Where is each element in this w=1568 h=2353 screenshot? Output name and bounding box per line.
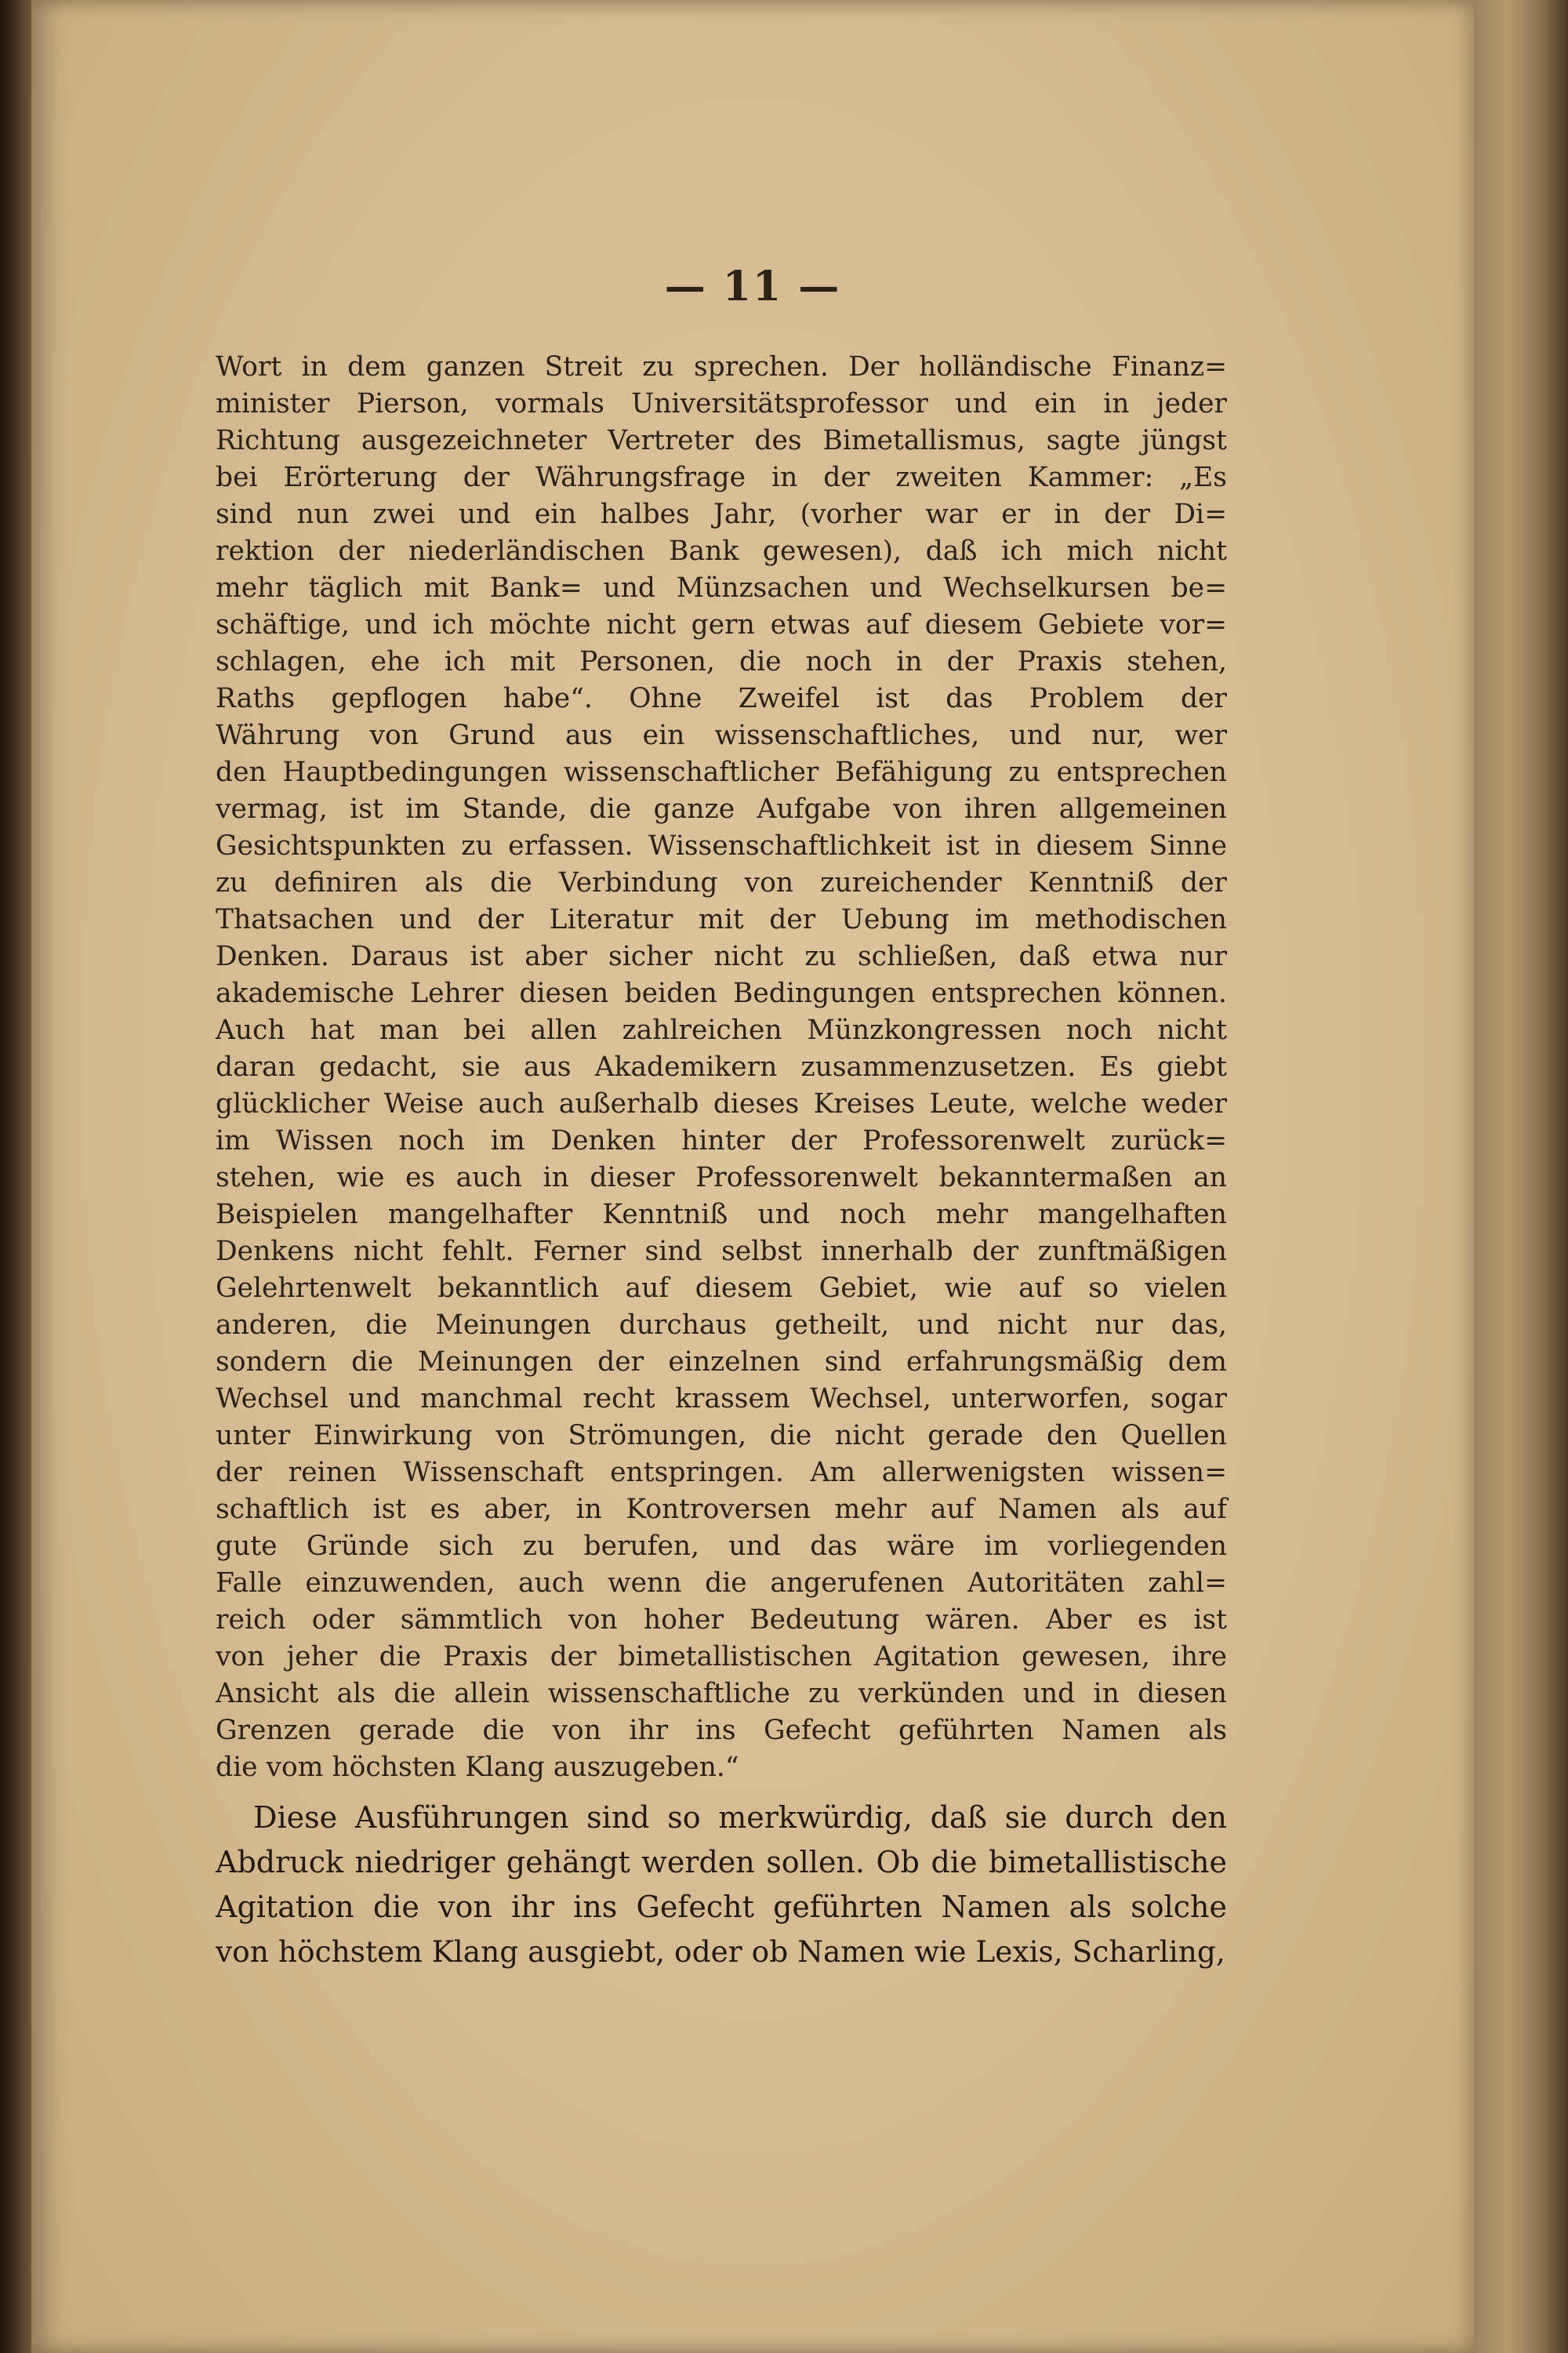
text-line: anderen, die Meinungen durchaus getheilt, und nicht nur das, (216, 1309, 1227, 1341)
text-line: der reinen Wissenschaft entspringen. Am allerwenigsten wissen= (216, 1457, 1227, 1488)
text-line: Ansicht als die allein wissenschaftliche zu verkünden und in diesen (216, 1678, 1227, 1709)
text-line: akademische Lehrer diesen beiden Bedingungen entsprechen können. (216, 978, 1227, 1009)
text-line: Gelehrtenwelt bekanntlich auf diesem Gebiet, wie auf so vielen (216, 1273, 1227, 1304)
text-line: von höchstem Klang ausgiebt, oder ob Namen wie Lexis, Scharling, (216, 1934, 1225, 1969)
text-line: reich oder sämmtlich von hoher Bedeutung wären. Aber es ist (216, 1604, 1227, 1636)
book-spine-edge (0, 0, 31, 2353)
text-line: Auch hat man bei allen zahlreichen Münzkongressen noch nicht (216, 1015, 1227, 1046)
text-line: sondern die Meinungen der einzelnen sind erfahrungsmäßig dem (216, 1346, 1227, 1378)
text-line: Raths gepflogen habe“. Ohne Zweifel ist das Problem der (216, 683, 1227, 714)
text-line: unter Einwirkung von Strömungen, die nicht gerade den Quellen (216, 1420, 1227, 1451)
text-line: Abdruck niedriger gehängt werden sollen. Ob die bimetallistische (216, 1845, 1227, 1879)
text-line: schäftige, und ich möchte nicht gern etwas auf diesem Gebiete vor= (216, 609, 1227, 641)
text-line: schaftlich ist es aber, in Kontroversen mehr auf Namen als auf (216, 1494, 1227, 1525)
page-stack-edge (1474, 0, 1568, 2353)
text-line: gute Gründe sich zu berufen, und das wäre im vorliegenden (216, 1531, 1227, 1562)
text-line: von jeher die Praxis der bimetallistischen Agitation gewesen, ihre (216, 1641, 1227, 1672)
text-line: Wort in dem ganzen Streit zu sprechen. Der holländische Finanz= (216, 351, 1227, 383)
text-line: Agitation die von ihr ins Gefecht geführten Namen als solche (216, 1890, 1227, 1924)
text-line: minister Pierson, vormals Universitätsprofessor und ein in jeder (216, 388, 1227, 419)
text-line: schlagen, ehe ich mit Personen, die noch in der Praxis stehen, (216, 646, 1227, 677)
text-line: stehen, wie es auch in dieser Professorenwelt bekanntermaßen an (216, 1162, 1227, 1193)
text-line: rektion der niederländischen Bank gewesen), daß ich mich nicht (216, 536, 1227, 567)
text-line: den Hauptbedingungen wissenschaftlicher Befähigung zu entsprechen (216, 757, 1227, 788)
paragraph-2 (216, 1796, 1227, 1974)
text-line: Falle einzuwenden, auch wenn die angerufenen Autoritäten zahl= (216, 1567, 1227, 1599)
text-line: zu definiren als die Verbindung von zureichender Kenntniß der (216, 867, 1227, 899)
page-number: — 11 — (664, 263, 841, 310)
text-line: die vom höchsten Klang auszugeben.“ (216, 1752, 739, 1783)
text-line: daran gedacht, sie aus Akademikern zusammenzusetzen. Es giebt (216, 1051, 1227, 1083)
text-line: Diese Ausführungen sind so merkwürdig, daß sie durch den (253, 1800, 1227, 1835)
text-line: glücklicher Weise auch außerhalb dieses Kreises Leute, welche weder (216, 1088, 1227, 1120)
text-line: Wechsel und manchmal recht krassem Wechsel, unterworfen, sogar (216, 1383, 1227, 1414)
text-line: Gesichtspunkten zu erfassen. Wissenschaftlichkeit ist in diesem Sinne (216, 830, 1227, 862)
text-line: Denkens nicht fehlt. Ferner sind selbst innerhalb der zunftmäßigen (216, 1236, 1227, 1267)
text-line: Denken. Daraus ist aber sicher nicht zu schließen, daß etwa nur (216, 941, 1227, 972)
text-line: mehr täglich mit Bank= und Münzsachen und Wechselkursen be= (216, 572, 1227, 604)
text-line: im Wissen noch im Denken hinter der Professorenwelt zurück= (216, 1125, 1227, 1157)
text-line: vermag, ist im Stande, die ganze Aufgabe von ihren allgemeinen (216, 793, 1227, 825)
text-line: Thatsachen und der Literatur mit der Uebung im methodischen (216, 904, 1227, 935)
text-line: Währung von Grund aus ein wissenschaftliches, und nur, wer (216, 720, 1227, 751)
text-line: bei Erörterung der Währungsfrage in der zweiten Kammer: „Es (216, 462, 1227, 493)
text-line: Richtung ausgezeichneter Vertreter des Bimetallismus, sagte jüngst (216, 425, 1227, 456)
text-line: Beispielen mangelhafter Kenntniß und noch mehr mangelhaften (216, 1199, 1227, 1230)
text-line: Grenzen gerade die von ihr ins Gefecht geführten Namen als (216, 1715, 1227, 1746)
paragraph-1 (216, 349, 1227, 1786)
text-line: sind nun zwei und ein halbes Jahr, (vorher war er in der Di= (216, 499, 1227, 530)
